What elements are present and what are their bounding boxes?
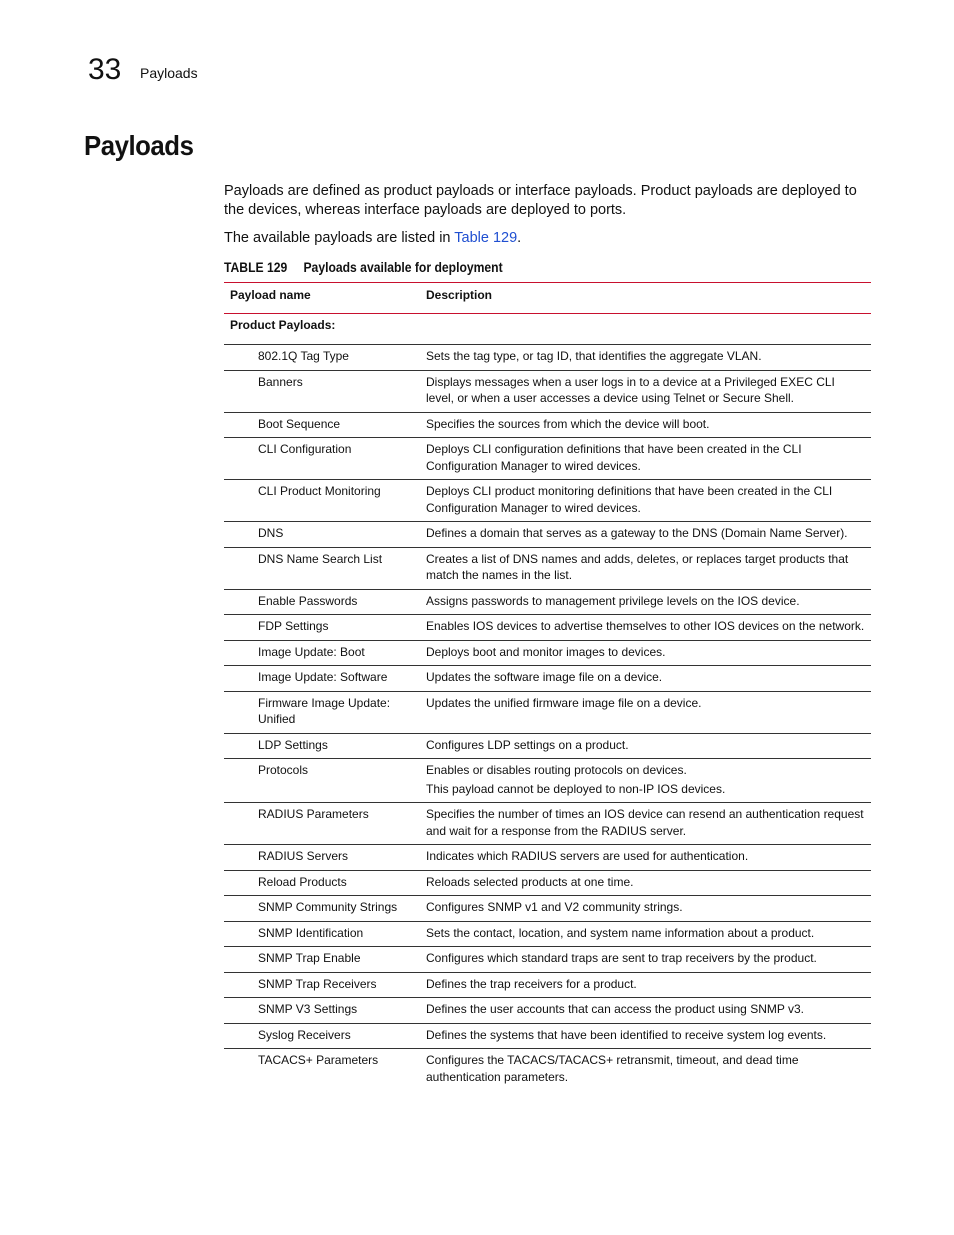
table-section-row xyxy=(224,313,871,345)
payload-description-note: This payload cannot be deployed to non-IP IOS devices. xyxy=(426,781,726,796)
column-header-description: Description xyxy=(420,283,871,314)
payload-name-cell: DNS xyxy=(224,522,420,548)
table-row xyxy=(224,947,871,973)
payload-name-cell: Enable Passwords xyxy=(224,589,420,615)
payload-name-cell: SNMP Trap Receivers xyxy=(224,972,420,998)
payload-description-text: Defines a domain that serves as a gateway to the DNS (Domain Name Server). xyxy=(426,526,848,540)
payload-description-cell xyxy=(420,547,871,589)
section-label: Product Payloads: xyxy=(224,313,871,345)
table-row xyxy=(224,666,871,692)
payload-description-cell xyxy=(420,589,871,615)
payload-name-cell: SNMP V3 Settings xyxy=(224,998,420,1024)
table-row xyxy=(224,1049,871,1091)
payload-description-text: Deploys CLI configuration definitions that have been created in the CLI Configuration Manager to wired devices. xyxy=(426,442,802,473)
table-row xyxy=(224,438,871,480)
payload-name-cell: Boot Sequence xyxy=(224,412,420,438)
payload-description-cell xyxy=(420,972,871,998)
payload-description-text: Sets the tag type, or tag ID, that identifies the aggregate VLAN. xyxy=(426,349,762,363)
payload-description-cell xyxy=(420,640,871,666)
table-row xyxy=(224,522,871,548)
payload-description-text: Sets the contact, location, and system name information about a product. xyxy=(426,925,815,940)
payload-description-cell xyxy=(420,921,871,947)
table-caption-number: TABLE 129 xyxy=(224,260,288,275)
table-row xyxy=(224,972,871,998)
payload-description-cell xyxy=(420,1049,871,1091)
payload-name-cell: SNMP Identification xyxy=(224,921,420,947)
payload-name-cell: RADIUS Parameters xyxy=(224,803,420,845)
table-row xyxy=(224,547,871,589)
payloads-table xyxy=(224,282,871,1090)
payload-description-text: Deploys boot and monitor images to devices. xyxy=(426,644,666,659)
payload-name-cell: Syslog Receivers xyxy=(224,1023,420,1049)
payload-description-text: Defines the trap receivers for a product. xyxy=(426,976,637,991)
table-body xyxy=(224,313,871,1090)
payload-name-cell: FDP Settings xyxy=(224,615,420,641)
payload-description-text: Configures SNMP v1 and V2 community strings. xyxy=(426,900,683,914)
payload-description-cell xyxy=(420,522,871,548)
payload-name-cell: SNMP Trap Enable xyxy=(224,947,420,973)
payload-description-cell xyxy=(420,666,871,692)
payload-description-cell xyxy=(420,1023,871,1049)
chapter-running-title: Payloads xyxy=(140,65,198,81)
payload-description-text: Creates a list of DNS names and adds, deletes, or replaces target products that match the names in the list. xyxy=(426,551,849,582)
payload-description-text: Configures the TACACS/TACACS+ retransmit, timeout, and dead time authentication parameters. xyxy=(426,1053,799,1084)
payload-name-cell: TACACS+ Parameters xyxy=(258,1053,379,1067)
payload-description-text: Specifies the sources from which the device will boot. xyxy=(426,416,710,431)
page-title: Payloads xyxy=(84,130,194,161)
table-row xyxy=(224,691,871,733)
payload-name-cell: Protocols xyxy=(224,759,420,803)
column-header-payload-name: Payload name xyxy=(224,283,420,314)
payload-description-text: Specifies the number of times an IOS device can resend an authentication request and wait for a response from the RADIUS server. xyxy=(426,807,864,838)
payload-description-cell xyxy=(420,733,871,759)
payload-description-text: Deploys CLI product monitoring definitions that have been created in the CLI Configuration Manager to wired devices. xyxy=(426,484,833,515)
payload-description-cell xyxy=(420,691,871,733)
payload-name-cell: Firmware Image Update: Unified xyxy=(224,691,420,733)
payload-name-cell: DNS Name Search List xyxy=(224,547,420,589)
table-caption-title: Payloads available for deployment xyxy=(303,260,503,275)
table-row xyxy=(224,733,871,759)
reference-text-prefix: The available payloads are listed in xyxy=(224,230,455,246)
payload-description-cell xyxy=(420,896,871,922)
payload-description-cell xyxy=(420,845,871,871)
payload-description-cell xyxy=(420,370,871,412)
payload-description-text: Defines the user accounts that can access the product using SNMP v3. xyxy=(426,1002,804,1016)
payload-description-text: Enables IOS devices to advertise themselves to other IOS devices on the network. xyxy=(426,619,865,633)
table-row xyxy=(224,370,871,412)
payload-description-text: Defines the systems that have been identified to receive system log events. xyxy=(426,1027,827,1042)
payload-description-cell xyxy=(420,438,871,480)
table-header-row xyxy=(224,283,871,314)
table-row xyxy=(224,589,871,615)
table-row xyxy=(224,896,871,922)
payload-description-cell xyxy=(420,759,871,803)
table-row xyxy=(224,615,871,641)
table-row xyxy=(224,998,871,1024)
payload-description-text: Updates the software image file on a device. xyxy=(426,670,663,684)
table-reference-paragraph xyxy=(224,229,874,248)
payload-description-cell xyxy=(420,870,871,896)
table-reference-link[interactable]: Table 129 xyxy=(454,230,518,246)
payload-name-cell: Image Update: Boot xyxy=(224,640,420,666)
payload-description-text: Displays messages when a user logs in to a device at a Privileged EXEC CLI level, or when a user accesses a device using Telnet or Secure Shell. xyxy=(426,374,835,405)
payload-description-text: Reloads selected products at one time. xyxy=(426,874,634,889)
table-row xyxy=(224,845,871,871)
payload-description-text: Updates the unified firmware image file on a device. xyxy=(426,695,702,710)
payload-name-cell: LDP Settings xyxy=(224,733,420,759)
table-row xyxy=(224,1023,871,1049)
payload-description-text: Configures LDP settings on a product. xyxy=(426,737,629,752)
payload-description-cell xyxy=(420,480,871,522)
payload-name-cell: Banners xyxy=(224,370,420,412)
table-row xyxy=(224,870,871,896)
payload-description-text: Assigns passwords to management privilege levels on the IOS device. xyxy=(426,593,800,608)
table-row xyxy=(224,345,871,371)
payload-description-cell xyxy=(420,998,871,1024)
table-row xyxy=(224,803,871,845)
table-row xyxy=(224,921,871,947)
payload-description-text: Configures which standard traps are sent to trap receivers by the product. xyxy=(426,951,817,965)
payload-description-cell xyxy=(420,615,871,641)
payload-name-cell: Reload Products xyxy=(224,870,420,896)
table-row xyxy=(224,412,871,438)
payload-description-cell xyxy=(420,412,871,438)
table-row xyxy=(224,480,871,522)
payload-description-cell xyxy=(420,803,871,845)
payload-description-cell xyxy=(420,947,871,973)
payload-description-text: Indicates which RADIUS servers are used for authentication. xyxy=(426,849,749,863)
table-caption xyxy=(224,260,503,275)
payload-description-cell xyxy=(420,345,871,371)
reference-text-suffix: . xyxy=(517,230,522,246)
payload-name-cell: SNMP Community Strings xyxy=(224,896,420,922)
payload-name-cell: CLI Configuration xyxy=(224,438,420,480)
intro-paragraph: Payloads are defined as product payloads or interface payloads. Product payloads are deployed to the devices, whereas interface payloads are deployed to ports. xyxy=(224,183,857,218)
chapter-number: 33 xyxy=(88,53,122,86)
payload-name-cell: CLI Product Monitoring xyxy=(224,480,420,522)
table-row xyxy=(224,640,871,666)
payload-name-cell: RADIUS Servers xyxy=(224,845,420,871)
payload-name-cell: 802.1Q Tag Type xyxy=(224,345,420,371)
table-row xyxy=(224,759,871,803)
payload-name-cell: Image Update: Software xyxy=(224,666,420,692)
payload-description-text: Enables or disables routing protocols on devices. xyxy=(426,763,687,777)
